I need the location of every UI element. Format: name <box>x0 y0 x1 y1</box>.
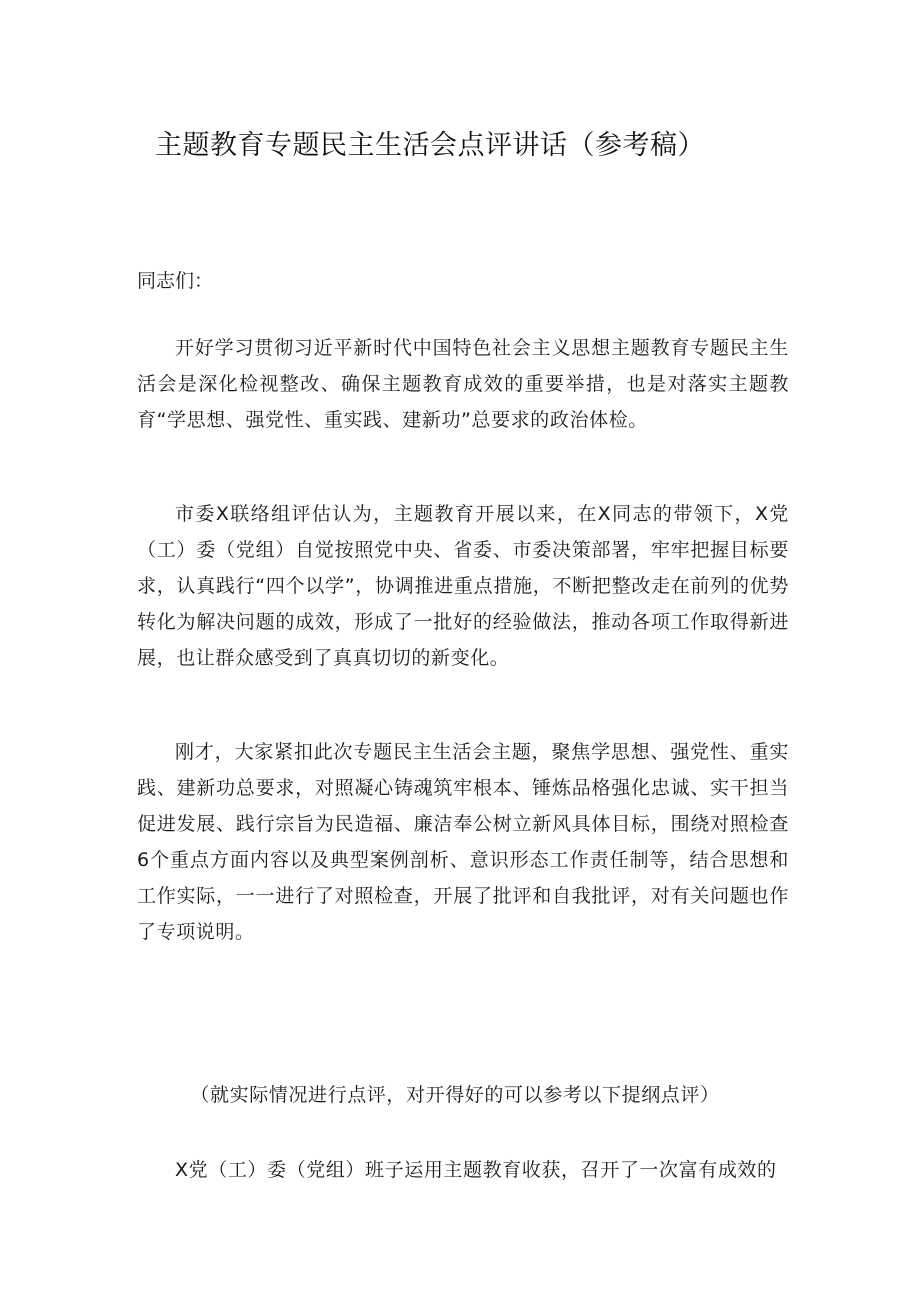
paragraph-3: 刚才，大家紧扣此次专题民主生活会主题，聚焦学思想、强党性、重实践、建新功总要求，对照凝心铸魂筑牢根本、锤炼品格强化忠诚、实干担当促进发展、践行宗旨为民造福、廉洁奉公树立新风具体目标，围绕对照检查6个重点方面内容以及典型案例剖析、意识形态工作责任制等，结合思想和工作实际，一一进行了对照检查，开展了批评和自我批评，对有关问题也作了专项说明。 <box>137 741 789 943</box>
paragraph-1: 开好学习贯彻习近平新时代中国特色社会主义思想主题教育专题民主生活会是深化检视整改、确保主题教育成效的重要举措，也是对落实主题教育“学思想、强党性、重实践、建新功”总要求的政治体检。 <box>137 337 789 431</box>
document-title: 主题教育专题民主生活会点评讲话（参考稿） <box>155 130 705 161</box>
salutation: 同志们： <box>137 270 214 292</box>
paragraph-4: X党（工）委（党组）班子运用主题教育收获，召开了一次富有成效的 <box>175 1159 777 1181</box>
paragraph-2: 市委X联络组评估认为，主题教育开展以来，在X同志的带领下，X党（工）委（党组）自觉按照党中央、省委、市委决策部署，牢牢把握目标要求，认真践行“四个以学”，协调推进重点措施，不断把整改走在前列的优势转化为解决问题的成效，形成了一批好的经验做法，推动各项工作取得新进展，也让群众感受到了真真切切的新变化。 <box>137 503 789 669</box>
commentary-note: （就实际情况进行点评，对开得好的可以参考以下提纲点评） <box>190 1084 720 1106</box>
